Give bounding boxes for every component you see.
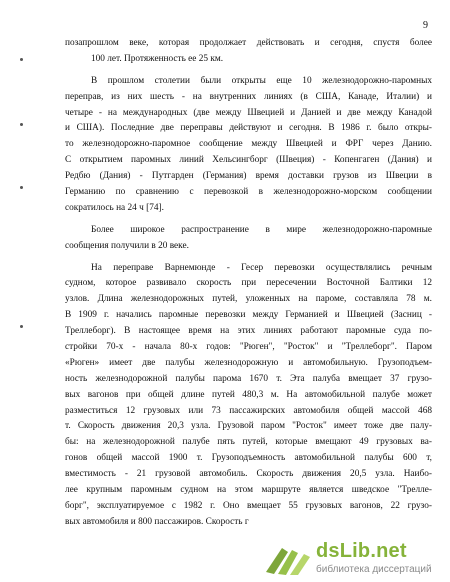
document-body xyxy=(65,36,432,531)
text-line: лее крупным паромным судном на этом маршруте является шведское "Трелле- xyxy=(65,485,432,496)
text-line: то железнодорожно-паромное сообщение между Швецией и ФРГ через Данию. xyxy=(65,139,432,150)
text-line: Германию по сравнению с перевозкой в железнодорожно-морском сообщении xyxy=(65,187,432,198)
page-number: 9 xyxy=(423,20,428,31)
text-line: Редбю (Дания) - Путгарден (Германия) время доставки грузов из Швеции в xyxy=(65,171,432,182)
text-line: В 1909 г. начались паромные перевозки между Германией и Швецией (Засниц - xyxy=(65,310,432,321)
margin-dot xyxy=(20,58,23,61)
text-line: сократилось на 24 ч [74]. xyxy=(65,202,164,213)
books-logo-icon xyxy=(262,542,314,576)
text-line: разместиться 12 грузовых или 73 пассажирских автомобиля общей массой 468 xyxy=(65,405,432,416)
text-line: т. Скорость движения 20,3 узла. Грузовой паром "Росток" имеет тоже две палу- xyxy=(65,421,432,432)
margin-dot xyxy=(20,325,23,328)
text-line: переправ, из них шесть - на внутренних линиях (в США, Канаде, Италии) и xyxy=(65,91,432,102)
watermark[interactable] xyxy=(258,540,448,578)
text-line: борг", эксплуатируемое с 1982 г. Оно вмещает 55 грузовых вагонов, 22 грузо- xyxy=(65,500,432,511)
text-line: ность железнодорожной палубы парома 1670 т. Эта палуба вмещает 37 грузо- xyxy=(65,373,432,384)
text-line: позапрошлом веке, которая продолжает действовать и сегодня, спустя более xyxy=(65,38,432,48)
text-line: Треллеборг). В настоящее время на этих линиях работают паромные суда по- xyxy=(65,326,432,337)
text-line: и США). Последние две переправы действуют и сегодня. В 1986 г. было откры- xyxy=(65,123,432,134)
text-line: узлов. Длина железнодорожных путей, уложенных на пароме, составляла 78 м. xyxy=(65,294,432,305)
margin-dot xyxy=(20,123,23,126)
text-line: бы: на железнодорожной палубе пять путей, которые вмещают 49 грузовых ва- xyxy=(65,437,432,448)
text-line: С открытием паромных линий Хельсингборг (Швеция) - Копенгаген (Дания) и xyxy=(65,155,432,166)
text-line: сообщения получили в 20 веке. xyxy=(65,240,189,251)
text-line: «Рюген» имеет две палубы железнодорожную и автомобильную. Грузоподъем- xyxy=(65,357,432,368)
text-line: 100 лет. Протяженность ее 25 км. xyxy=(91,53,224,64)
text-line: гонов общей массой 1900 т. Грузоподъемность автомобильной палубы 600 т, xyxy=(65,453,432,464)
text-line: На переправе Варнемюнде - Гесер перевозки осуществлялись речным xyxy=(91,262,432,273)
watermark-subtitle: библиотека диссертаций xyxy=(316,564,432,575)
text-line: четыре - на международных (две между Швецией и Данией и две между Канадой xyxy=(65,107,432,118)
text-line: судном, которое развивало скорость при пересечении Восточной Балтики 12 xyxy=(65,278,432,289)
margin-dot xyxy=(20,186,23,189)
text-line: Более широкое распространение в мире железнодорожно-паромные xyxy=(91,224,432,235)
text-line: стройки 70-х - начала 80-х годов: "Рюген", "Росток" и "Треллеборг". Паром xyxy=(65,342,432,353)
text-line: вых вагонов при общей длине путей 480,3 м. На автомобильной палубе может xyxy=(65,389,432,400)
watermark-logo-text: dsLib.net xyxy=(316,540,407,562)
text-line: вых автомобиля и 800 пассажиров. Скорость г xyxy=(65,516,249,527)
text-line: В прошлом столетии были открыты еще 10 железнодорожно-паромных xyxy=(91,75,432,86)
text-line: вместимость - 21 грузовой автомобиль. Скорость движения 20,5 узла. Наибо- xyxy=(65,469,432,480)
